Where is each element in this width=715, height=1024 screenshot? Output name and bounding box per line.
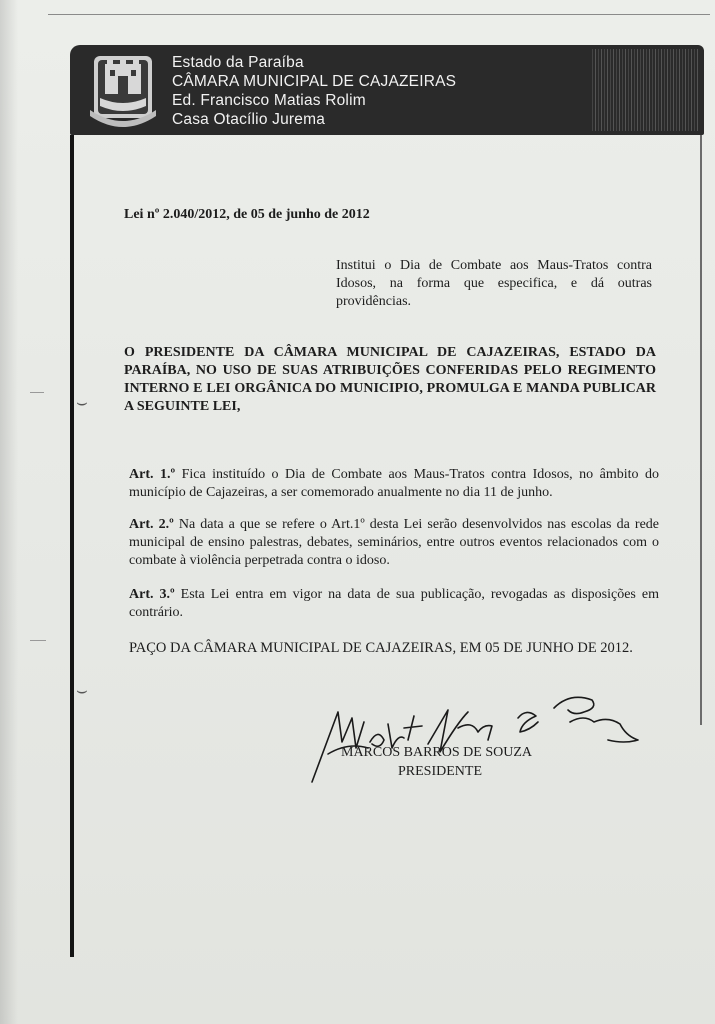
article-3-text: Esta Lei entra em vigor na data de sua publicação, revogadas as disposições em contrário. [129, 587, 659, 620]
scan-mark [30, 392, 44, 393]
article-1-text: Fica instituído o Dia de Combate aos Maus-Tratos contra Idosos, no âmbito do município de Cajazeiras, a ser comemorado anualmente no dia 11 de junho. [129, 467, 659, 500]
page-shadow [0, 0, 18, 1024]
article-1-label: Art. 1.º [129, 467, 176, 482]
signer-role: PRESIDENTE [398, 764, 482, 779]
closing-statement: PAÇO DA CÂMARA MUNICIPAL DE CAJAZEIRAS, EM 05 DE JUNHO DE 2012. [129, 640, 633, 656]
left-margin-line [70, 135, 74, 957]
municipal-crest-icon [88, 50, 158, 132]
article-3-label: Art. 3.º [129, 587, 175, 602]
binder-mark-icon: ⌣ [76, 680, 88, 700]
law-title: Lei nº 2.040/2012, de 05 de junho de 2012 [124, 207, 370, 222]
chamber-name: CÂMARA MUNICIPAL DE CAJAZEIRAS [172, 73, 457, 90]
law-preamble: O PRESIDENTE DA CÂMARA MUNICIPAL DE CAJAZEIRAS, ESTADO DA PARAÍBA, NO USO DE SUAS ATRIBUIÇÕES CONFERIDAS PELO REGIMENTO INTERNO E LEI ORGÂNICA DO MUNICIPIO, PROMULGA E MANDA PUBLICAR A SEGUINTE LEI, [124, 345, 656, 414]
right-margin-line [700, 135, 702, 725]
article-2-text: Na data a que se refere o Art.1º desta Lei serão desenvolvidos nas escolas da rede municipal de ensino palestras, debates, seminários, entre outros eventos relacionados com o combate à violência perpetrada contra o idoso. [129, 517, 659, 568]
article-2-label: Art. 2.º [129, 517, 174, 532]
building-name: Ed. Francisco Matias Rolim [172, 92, 366, 109]
state-name: Estado da Paraíba [172, 54, 304, 71]
article-1 [129, 466, 659, 502]
top-rule [48, 14, 710, 15]
scan-mark [30, 640, 46, 641]
law-ementa: Institui o Dia de Combate aos Maus-Tratos contra Idosos, na forma que especifica, e dá outras providências. [336, 258, 652, 309]
signer-name: MARCOS BARROS DE SOUZA [341, 745, 532, 760]
letterhead-texture [590, 49, 700, 131]
binder-mark-icon: ⌣ [76, 392, 88, 412]
article-2 [129, 516, 659, 570]
house-name: Casa Otacílio Jurema [172, 111, 326, 128]
article-3 [129, 586, 659, 622]
letterhead-text [172, 53, 456, 129]
